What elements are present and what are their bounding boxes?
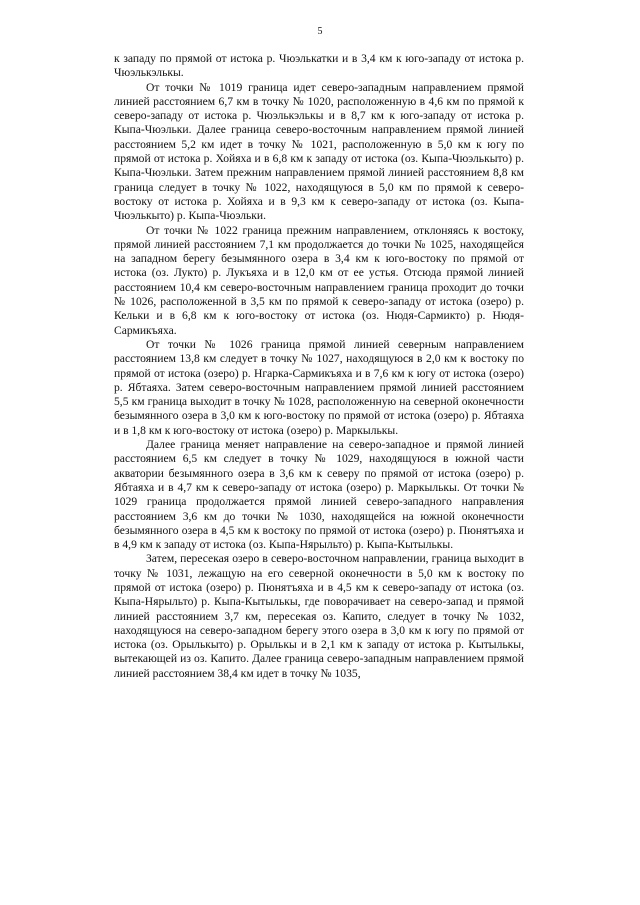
paragraph-6: Затем, пересекая озеро в северо-восточном направлении, граница выходит в точку № 1031, лежащую на его северной оконечности в 5,0 км к востоку по прямой от истока (озеро) р. Пюнятъяха и в 4,5 км к северо-западу от истока (оз. Кыпа-Нярыльто) р. Кыпа-Кытылькы, где поворачивает на северо-запад и прямой линией расстоянием 3,7 км, пересекая оз. Капито, следует в точку № 1032, находящуюся на северо-западном берегу этого озера в 3,0 км к югу по прямой от истока (оз. Орылькыто) р. Орылькы и в 2,1 км к западу от истока р. Кытылькы, вытекающей из оз. Капито. Далее граница северо-западным направлением прямой линией расстоянием 38,4 км идет в точку № 1035, (114, 552, 524, 680)
paragraph-3: От точки № 1022 граница прежним направлением, отклоняясь к востоку, прямой линией расстоянием 7,1 км продолжается до точки № 1025, находящейся на западном берегу безымянного озера в 3,4 км к юго-востоку по прямой от истока (оз. Лукто) р. Лукъяха и в 12,0 км от ее устья. Отсюда прямой линией расстоянием 10,4 км северо-восточным направлением граница проходит до точки № 1026, расположенной в 3,5 км по прямой к северо-западу от истока (озеро) р. Кельки и в 6,8 км к юго-востоку от истока (оз. Нюдя-Сармикто) р. Нюдя-Сармикъяха. (114, 223, 524, 337)
page-number: 5 (317, 26, 323, 37)
document-body (114, 52, 524, 681)
paragraph-5: Далее граница меняет направление на северо-западное и прямой линией расстоянием 6,5 км следует в точку № 1029, находящуюся в южной части акватории безымянного озера в 3,6 км к северу по прямой от истока (озеро) р. Ябтаяха и в 4,7 км к северо-западу от истока (озеро) р. Маркылькы. От точки № 1029 граница продолжается прямой линией северо-западного направления расстоянием 3,6 км до точки № 1030, находящейся на южной оконечности безымянного озера в 4,5 км к востоку по прямой от истока (озеро) р. Пюнятъяха и в 4,9 км к западу от истока (оз. Кыпа-Нярыльто) р. Кыпа-Кытылькы. (114, 438, 524, 552)
paragraph-2: От точки № 1019 граница идет северо-западным направлением прямой линией расстоянием 6,7 км в точку № 1020, расположенную в 4,6 км по прямой к северо-западу от истока р. Чюэлькэлькы и в 8,7 км к юго-западу от истока р. Кыпа-Чюэльки. Далее граница северо-восточным направлением прямой линией расстоянием 5,2 км идет в точку № 1021, расположенную в 5,0 км к югу по прямой от истока р. Хойяха и в 6,8 км к западу от истока (оз. Кыпа-Чюэлькыто) р. Кыпа-Чюэльки. Затем прежним направлением прямой линией расстоянием 8,8 км граница следует в точку № 1022, находящуюся в 5,0 км по прямой к северо-востоку от истока р. Хойяха и в 9,3 км к северо-западу от истока (оз. Кыпа-Чюэлькыто) р. Кыпа-Чюэльки. (114, 80, 524, 223)
paragraph-1: к западу по прямой от истока р. Чюэлькатки и в 3,4 км к юго-западу от истока р. Чюэлькэлькы. (114, 52, 524, 80)
paragraph-4: От точки № 1026 граница прямой линией северным направлением расстоянием 13,8 км следует в точку № 1027, находящуюся в 2,0 км к востоку по прямой от истока (озеро) р. Нгарка-Сармикъяха и в 7,6 км к югу от истока (озеро) р. Ябтаяха. Затем северо-восточным направлением прямой линией расстоянием 5,5 км граница выходит в точку № 1028, расположенную на северной оконечности безымянного озера в 3,0 км к юго-востоку по прямой от истока (озеро) р. Ябтаяха и в 1,8 км к юго-востоку от истока (озеро) р. Маркылькы. (114, 337, 524, 437)
